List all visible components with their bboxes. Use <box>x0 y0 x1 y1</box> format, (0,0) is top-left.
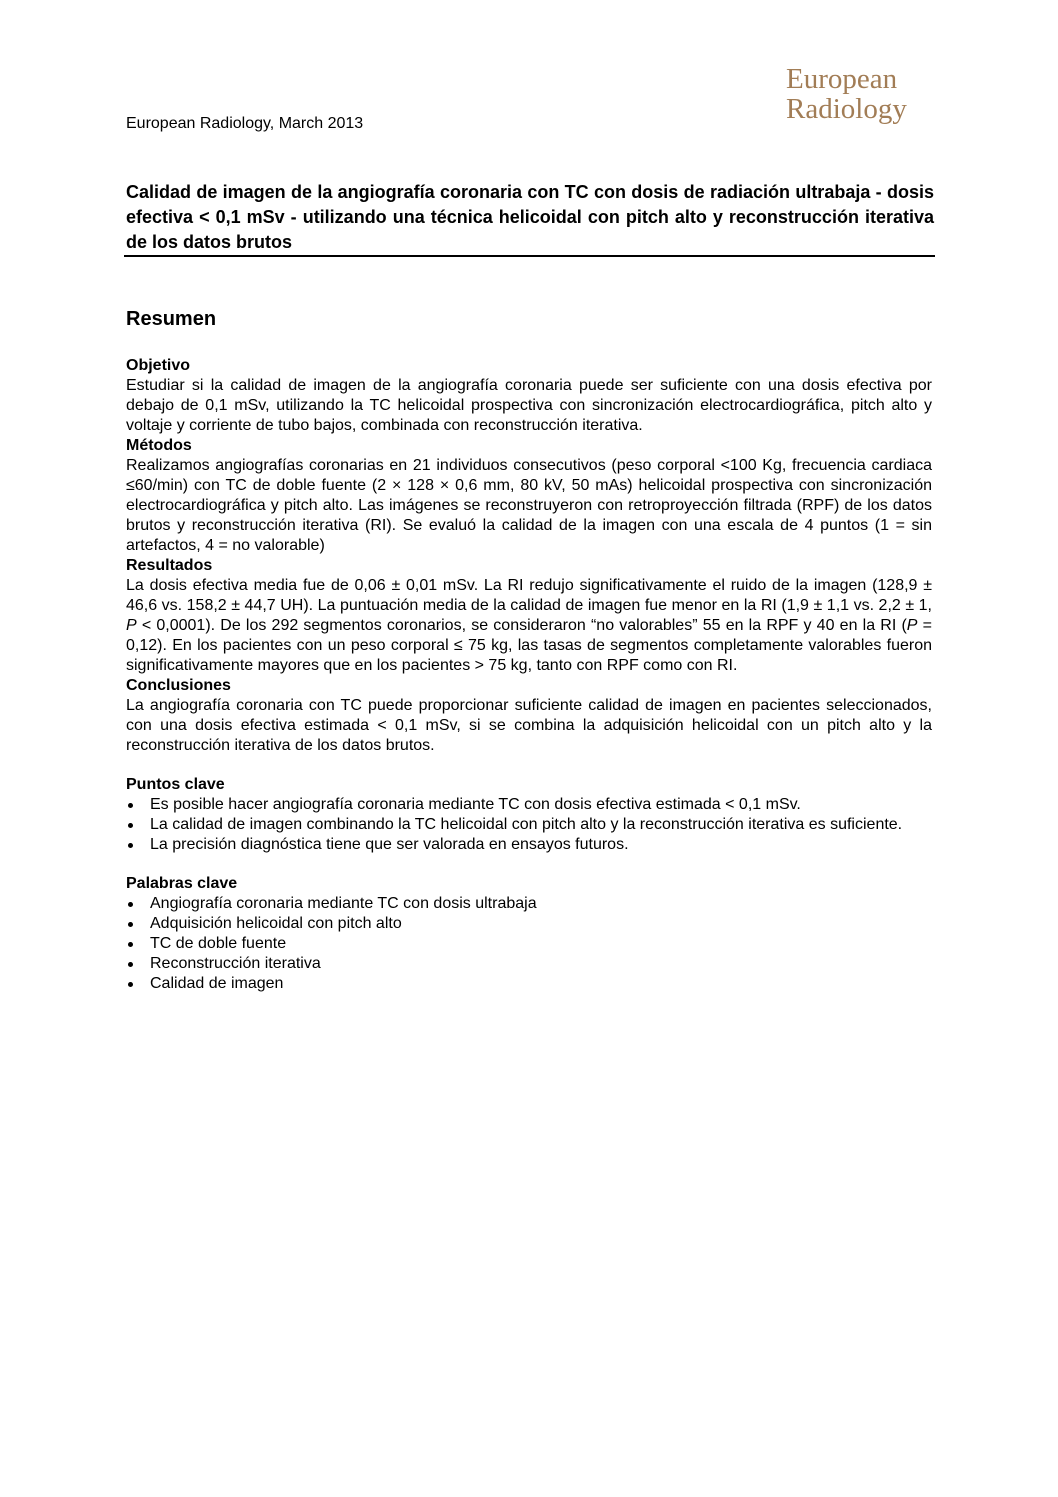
list-item: Angiografía coronaria mediante TC con dosis ultrabaja <box>150 895 537 912</box>
resumen-heading: Resumen <box>126 308 217 330</box>
resultados-text-part-a: La dosis efectiva media fue de 0,06 ± 0,01 mSv. La RI redujo significativamente el ruido de la imagen (128,9 ± 46,6 vs. 158,2 ± 44,7 UH). La puntuación media de la calidad de imagen fue menor en la RI (1,9 ± 1,1 vs. 2,2 ± 1, <box>126 577 932 614</box>
resultados-text-part-b: < 0,0001). De los 292 segmentos coronarios, se consideraron “no valorables” 55 en la RPF y 40 en la RI ( <box>136 617 907 634</box>
title-divider <box>124 255 935 257</box>
p-value-symbol: P <box>126 617 137 634</box>
article-title: Calidad de imagen de la angiografía coronaria con TC con dosis de radiación ultrabaja - dosis efectiva < 0,1 mSv - utilizando una técnica helicoidal con pitch alto y reconstrucción iterativa de los datos brutos <box>126 182 934 252</box>
conclusiones-text: La angiografía coronaria con TC puede proporcionar suficiente calidad de imagen en pacientes seleccionados, con una dosis efectiva estimada < 0,1 mSv, si se combina la adquisición helicoidal con un pitch alto y la reconstrucción iterativa de los datos brutos. <box>126 697 932 754</box>
journal-citation: European Radiology, March 2013 <box>126 115 364 132</box>
list-item: La calidad de imagen combinando la TC helicoidal con pitch alto y la reconstrucción iterativa es suficiente. <box>150 816 903 833</box>
puntos-clave-list <box>126 795 932 855</box>
list-item: Es posible hacer angiografía coronaria mediante TC con dosis efectiva estimada < 0,1 mSv. <box>150 796 801 813</box>
list-item: TC de doble fuente <box>150 935 287 952</box>
palabras-clave-heading: Palabras clave <box>126 875 238 892</box>
resultados-heading: Resultados <box>126 557 213 574</box>
logo-line-2: Radiology <box>786 93 907 125</box>
objetivo-heading: Objetivo <box>126 357 191 374</box>
list-item: Calidad de imagen <box>150 975 284 992</box>
palabras-clave-list <box>126 894 932 994</box>
list-item: Adquisición helicoidal con pitch alto <box>150 915 402 932</box>
list-item: Reconstrucción iterativa <box>150 955 321 972</box>
list-item: La precisión diagnóstica tiene que ser valorada en ensayos futuros. <box>150 836 629 853</box>
abstract-body <box>126 356 932 1013</box>
conclusiones-heading: Conclusiones <box>126 677 231 694</box>
resultados-text <box>126 576 932 676</box>
metodos-heading: Métodos <box>126 437 192 454</box>
resultados-text-part-c: = 0,12). En los pacientes con un peso corporal ≤ 75 kg, las tasas de segmentos completamente valorables fueron significativamente mayores que en los pacientes > 75 kg, tanto con RPF como con RI. <box>126 617 932 674</box>
metodos-text: Realizamos angiografías coronarias en 21 individuos consecutivos (peso corporal <100 Kg, frecuencia cardiaca ≤60/min) con TC de doble fuente (2 × 128 × 0,6 mm, 80 kV, 50 mAs) helicoidal prospectiva con sincronización electrocardiográfica y pitch alto. Las imágenes se reconstruyeron con retroproyección filtrada (RPF) de los datos brutos y reconstrucción iterativa (RI). Se evaluó la calidad de la imagen con una escala de 4 puntos (1 = sin artefactos, 4 = no valorable) <box>126 457 932 554</box>
logo-line-1: European <box>786 63 898 95</box>
objetivo-text: Estudiar si la calidad de imagen de la angiografía coronaria puede ser suficiente con una dosis efectiva por debajo de 0,1 mSv, utilizando la TC helicoidal prospectiva con sincronización electrocardiográfica, pitch alto y voltaje y corriente de tubo bajos, combinada con reconstrucción iterativa. <box>126 377 932 434</box>
puntos-clave-heading: Puntos clave <box>126 776 225 793</box>
p-value-symbol: P <box>906 617 918 634</box>
journal-logo <box>786 64 936 124</box>
